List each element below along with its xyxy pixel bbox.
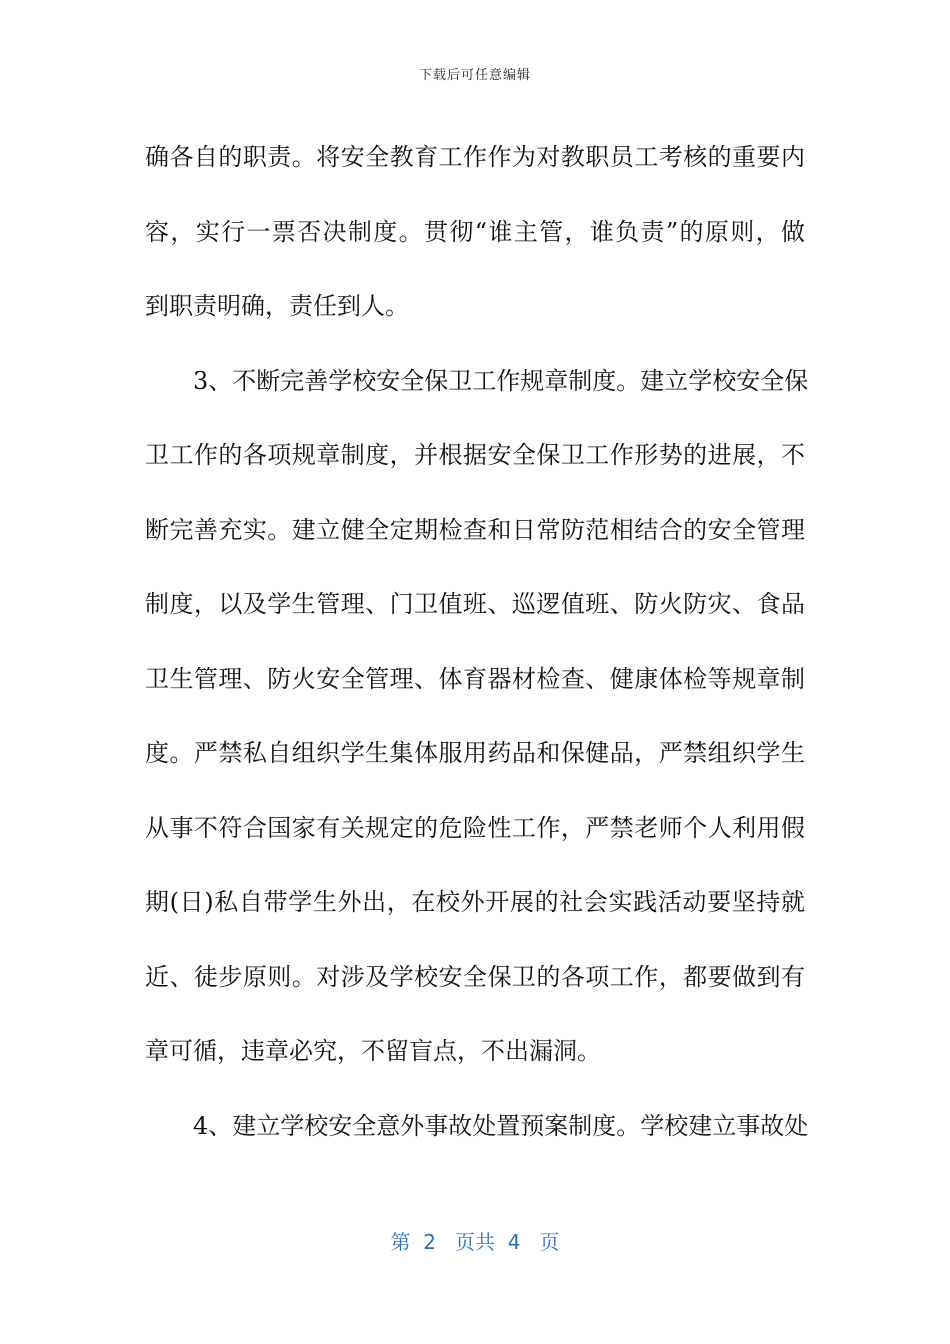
text-line: 期(日)私自带学生外出，在校外开展的社会实践活动要坚持就 [145,888,805,916]
paragraph-start-line: 4、建立学校安全意外事故处置预案制度。学校建立事故处 [193,1111,809,1140]
text-line: 断完善充实。建立健全定期检查和日常防范相结合的安全管理 [145,515,805,544]
text-line: 度。严禁私自组织学生集体服用药品和保健品，严禁组织学生 [145,739,805,767]
text-line: 到职责明确，责任到人。 [145,292,409,320]
text-line: 从事不符合国家有关规定的危险性工作，严禁老师个人利用假 [145,813,805,842]
text-line: 卫工作的各项规章制度，并根据安全保卫工作形势的进展，不 [145,441,805,469]
text-line: 章可循，违章必究，不留盲点，不出漏洞。 [145,1037,601,1065]
text-line: 制度，以及学生管理、门卫值班、巡逻值班、防火防灾、食品 [145,590,805,618]
text-line: 容，实行一票否决制度。贯彻“谁主管，谁负责”的原则，做 [145,217,805,246]
text-line: 确各自的职责。将安全教育工作作为对教职员工考核的重要内 [145,143,805,171]
page-number-footer: 第 2 页共 4 页 [390,1230,560,1254]
document-body [145,120,809,1163]
page-header: 下载后可任意编辑 [418,68,531,83]
text-line: 卫生管理、防火安全管理、体育器材检查、健康体检等规章制 [145,664,805,693]
text-line: 近、徒步原则。对涉及学校安全保卫的各项工作，都要做到有 [145,962,805,991]
paragraph-start-line: 3、不断完善学校安全保卫工作规章制度。建立学校安全保 [193,366,809,395]
